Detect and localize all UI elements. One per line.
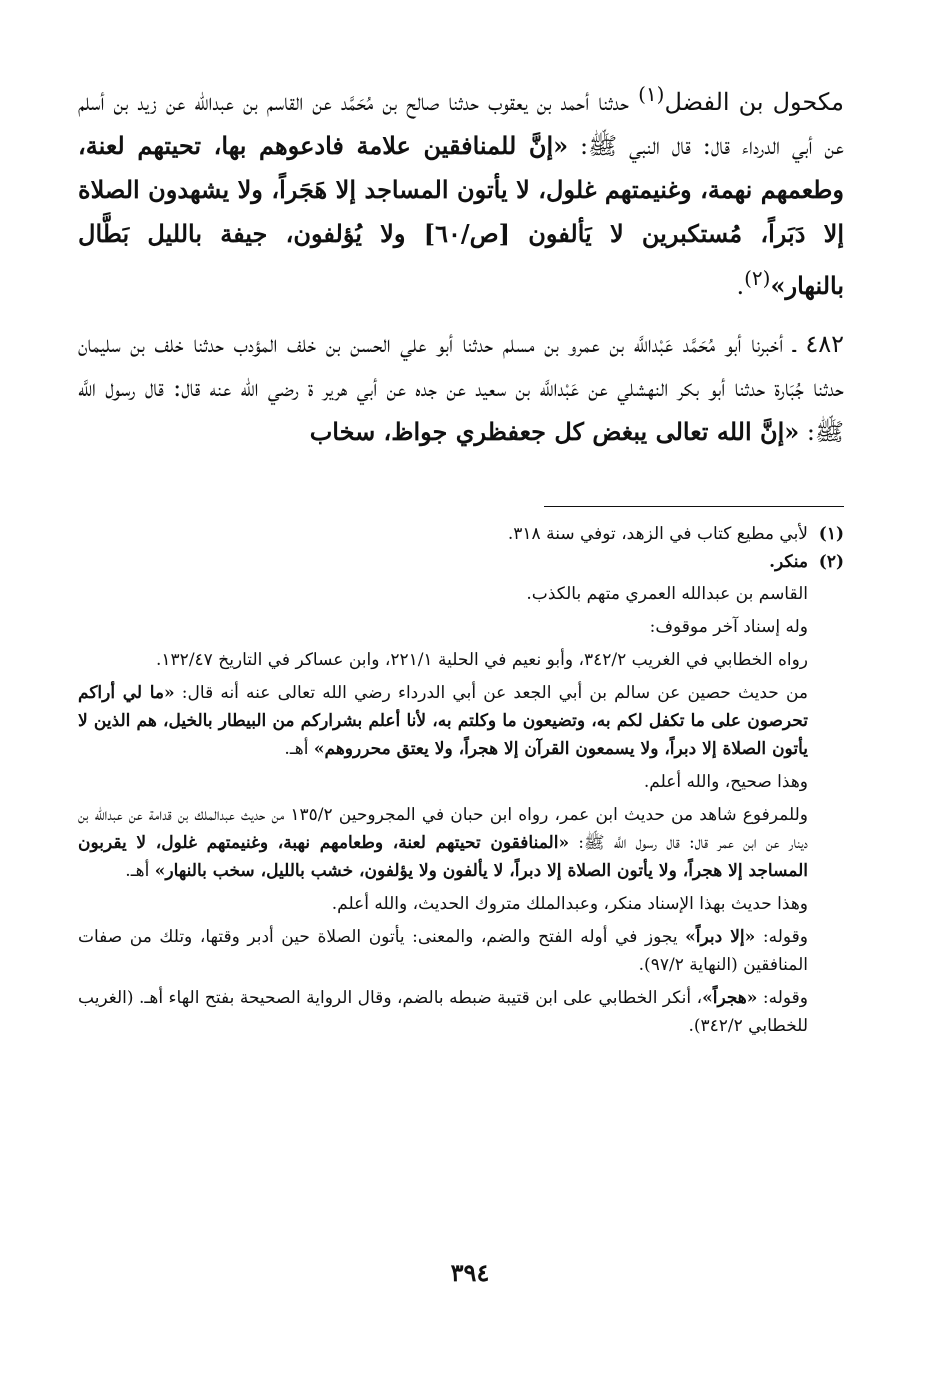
footnote-separator-rule: [544, 506, 844, 507]
footnote-2-text: منكر.: [769, 552, 808, 572]
paragraph-1-chain: حدثنا أحمد بن يعقوب حدثنا صالح بن مُحَمَّد عن القاسم بن عبدالله عن زيد بن أسلم عن أبي الدرداء قال: قال النبي ﷺ:: [78, 88, 844, 160]
footnote-2-paragraph-7: وهذا حديث بهذا الإسناد منكر، وعبدالملك متروك الحديث، والله أعلم.: [331, 894, 808, 914]
page-number: ٣٩٤: [450, 1258, 490, 1287]
footnote-2-paragraph-1: القاسم بن عبدالله العمري متهم بالكذب.: [526, 584, 808, 604]
footnote-1-number: (١): [818, 524, 844, 544]
footnote-2-paragraph-2: وله إسناد آخر موقوف:: [649, 617, 808, 637]
footnote-2-paragraph-4-quote: «ما لي أراكم تحرصون على ما تكفل لكم به، وتضيعون ما وكلتم به، لأنا أعلم بشراركم من البيطار بالخيل، هم الذين لا يأتون الصلاة إلا دبراً، ولا يسمعون القرآن إلا هجراً، ولا يعتق محرروهم»: [78, 683, 808, 759]
footnote-1-reference: (١): [638, 82, 665, 106]
main-text: [78, 72, 844, 454]
footnote-2-paragraph-4-intro: من حديث حصين عن سالم بن أبي الجعد عن أبي الدرداء رضي الله تعالى عنه أنه قال:: [174, 683, 808, 703]
footnote-1: [78, 520, 844, 548]
footnote-2-paragraph-9: [78, 984, 808, 1040]
footnote-2-paragraph-8-intro: وقوله:: [755, 927, 808, 947]
footnote-2-paragraph-5: وهذا صحيح، والله أعلم.: [643, 772, 808, 792]
footnote-2-paragraph-9-rest: ، أنكر الخطابي على ابن قتيبة ضبطه بالضم، وقال الرواية الصحيحة بفتح الهاء أهـ. (الغريب للخطابي ٣٤٢/٢).: [78, 988, 808, 1036]
footnote-2-number: (٢): [818, 552, 844, 572]
paragraph-1-hadith: «إنَّ للمنافقين علامة فادعوهم بها، تحيتهم لعنة، وطعمهم نهمة، وغنيمتهم غلول، لا يأتون المساجد إلا هَجَراً، ولا يشهدون الصلاة إلا دَبَراً، مُستكبرين لا يَألفون [ص/٦٠] ولا يُؤلفون، جيفة بالليل بَطَّال بالنهار»: [78, 131, 844, 300]
footnote-2-paragraph-6-quote: «المنافقون تحيتهم لعنة، وطعامهم نهبة، وغنيمتهم غلول، لا يقربون المساجد إلا هجراً، ولا يأتون الصلاة إلا دبراً، لا يألفون ولا يؤلفون، خشب بالليل، سخب بالنهار»: [78, 833, 808, 881]
footnote-2-paragraph-6-intro: وللمرفوع شاهد من حديث ابن عمر، رواه ابن حبان في المجروحين ١٣٥/٢ من حديث عبدالملك بن قدامة عن عبدالله بن دينار عن ابن عمر قال: قال رسول اللَّه ﷺ:: [78, 805, 808, 853]
footnotes: [78, 520, 844, 1040]
footnote-2-paragraph-6-end: أهـ.: [125, 861, 155, 881]
footnote-2-paragraph-9-quote: «هجراً»: [702, 988, 758, 1008]
footnote-2-paragraph-8: [78, 923, 808, 979]
footnote-2-paragraph-4-end: أهـ.: [284, 739, 314, 759]
paragraph-2: [78, 322, 844, 454]
footnote-2-paragraph-8-rest: يجوز في أوله الفتح والضم، والمعنى: يأتون الصلاة حين أدبر وقتها، وتلك من صفات المنافقين (النهاية ٩٧/٢).: [78, 927, 808, 975]
footnote-2: [78, 548, 844, 576]
footnote-2-paragraph-3: رواه الخطابي في الغريب ٣٤٢/٢، وأبو نعيم في الحلية ٢٢١/١، وابن عساكر في التاريخ ١٣٢/٤٧.: [156, 650, 808, 670]
footnote-2-paragraph-4: [78, 679, 808, 763]
paragraph-2-chain: ٤٨٢ ـ أخبرنا أبو مُحَمَّد عَبْداللَّه بن عمرو بن مسلم حدثنا أبو علي الحسن بن خلف المؤدب حدثنا خلف بن سليمان حدثنا جُبَارة حدثنا أبو بكر النهشلي عن عَبْداللَّه بن سعيد عن جده عن أبي هرير ة رضي الله عنه قال: قال رسول اللَّه ﷺ:: [78, 330, 844, 446]
footnote-2-paragraph-6: [78, 801, 808, 885]
paragraph-1-end: .: [736, 272, 745, 300]
footnote-2-reference: (٢): [744, 266, 771, 290]
footnote-2-body: [78, 580, 808, 1040]
paragraph-1-intro: مكحول بن الفضل: [664, 88, 845, 116]
paragraph-2-hadith: «إنَّ الله تعالى يبغض كل جعفظري جواظ، سخاب: [309, 417, 800, 446]
footnote-2-paragraph-8-quote: «إلا دبراً»: [685, 927, 756, 947]
paragraph-1: [78, 72, 844, 308]
footnote-1-text: لأبي مطيع كتاب في الزهد، توفي سنة ٣١٨.: [507, 524, 808, 544]
footnote-2-paragraph-9-intro: وقوله:: [757, 988, 808, 1008]
